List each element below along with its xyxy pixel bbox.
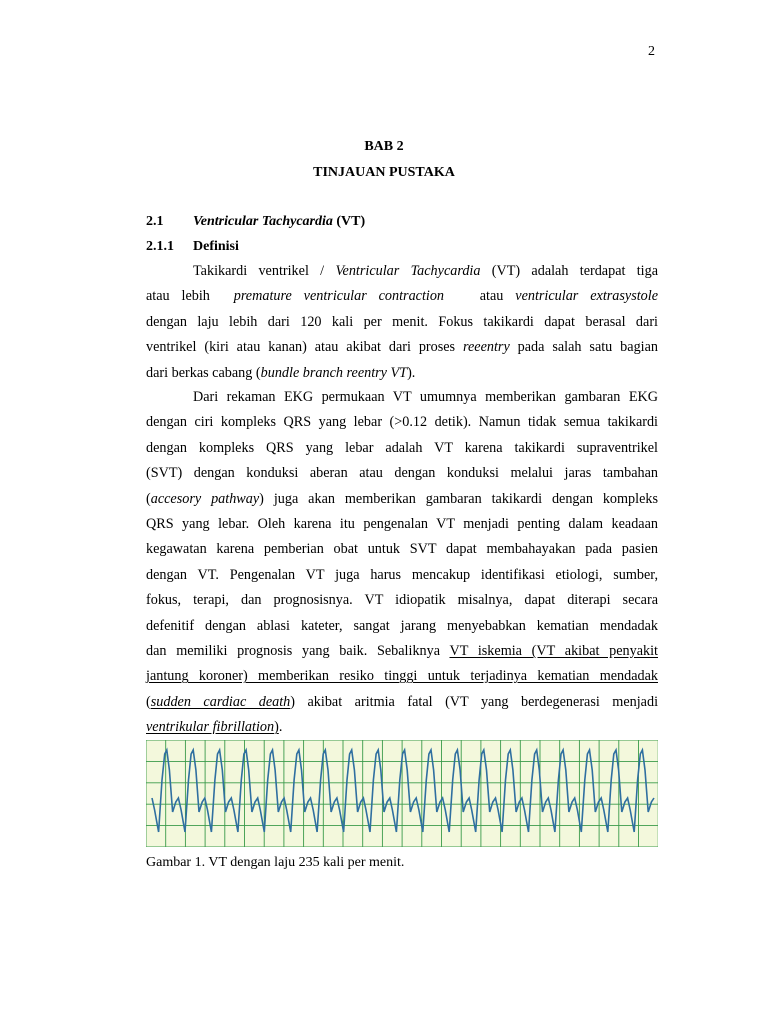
paragraph-line: ventrikular fibrillation). [146, 719, 283, 736]
paragraph-line: kegawatan karena pemberian obat untuk SVT dapat membahayakan pada pasien [146, 541, 658, 558]
paragraph-line: dan memiliki prognosis yang baik. Sebaliknya VT iskemia (VT akibat penyakit [146, 642, 658, 659]
paragraph-line: Takikardi ventrikel / Ventricular Tachycardia (VT) adalah terdapat tiga [193, 263, 659, 279]
paragraph-line: defenitif dengan ablasi kateter, sangat jarang menyebabkan kematian mendadak [146, 617, 658, 634]
paragraph-line: (sudden cardiac death) akibat aritmia fatal (VT yang berdegenerasi menjadi [146, 693, 659, 710]
subsection-title: Definisi [193, 239, 239, 254]
paragraph-line: dengan VT. Pengenalan VT juga harus mencakup identifikasi etiologi, sumber, [146, 566, 658, 583]
paragraph-line: atau lebih premature ventricular contraction atau ventricular extrasystole [146, 288, 658, 305]
paragraph-line: ventrikel (kiri atau kanan) atau akibat dari proses reeentry pada salah satu bagian [146, 339, 659, 356]
paragraph-line: dari berkas cabang (bundle branch reentry VT). [146, 364, 416, 381]
paragraph-line: dengan ciri kompleks QRS yang lebar (>0.12 detik). Namun tidak semua takikardi [146, 414, 658, 431]
section-title-italic: Ventricular Tachycardia [193, 214, 333, 229]
section-title-rest: (VT) [332, 214, 366, 229]
page-number: 2 [648, 44, 655, 59]
ekg-strip-figure [146, 740, 658, 847]
paragraph-line: Dari rekaman EKG permukaan VT umumnya memberikan gambaran EKG [193, 389, 658, 405]
chapter-title: TINJAUAN PUSTAKA [313, 165, 455, 180]
paragraph-line: (SVT) dengan konduksi aberan atau dengan konduksi melalui jaras tambahan [146, 465, 658, 482]
paragraph-line: QRS yang lebar. Oleh karena itu pengenalan VT menjadi penting dalam keadaan [146, 515, 658, 532]
paragraph-line: dengan laju lebih dari 120 kali per menit. Fokus takikardi dapat berasal dari [146, 313, 658, 330]
paragraph-line: jantung koroner) memberikan resiko tinggi untuk terjadinya kematian mendadak [146, 668, 658, 685]
paragraph-line: fokus, terapi, dan prognosisnya. VT idiopatik misalnya, dapat diterapi secara [146, 592, 658, 609]
subsection-number: 2.1.1 [146, 239, 174, 254]
paragraph-line: (accesory pathway) juga akan memberikan gambaran takikardi dengan kompleks [146, 490, 659, 507]
paragraph-ekg-description [146, 385, 658, 740]
figure-caption: Gambar 1. VT dengan laju 235 kali per menit. [146, 855, 405, 870]
chapter-number: BAB 2 [364, 139, 404, 154]
section-number: 2.1 [146, 214, 164, 229]
paragraph-definition [146, 259, 658, 386]
paragraph-line: dengan kompleks QRS yang lebar adalah VT karena takikardi supraventrikel [146, 439, 658, 456]
